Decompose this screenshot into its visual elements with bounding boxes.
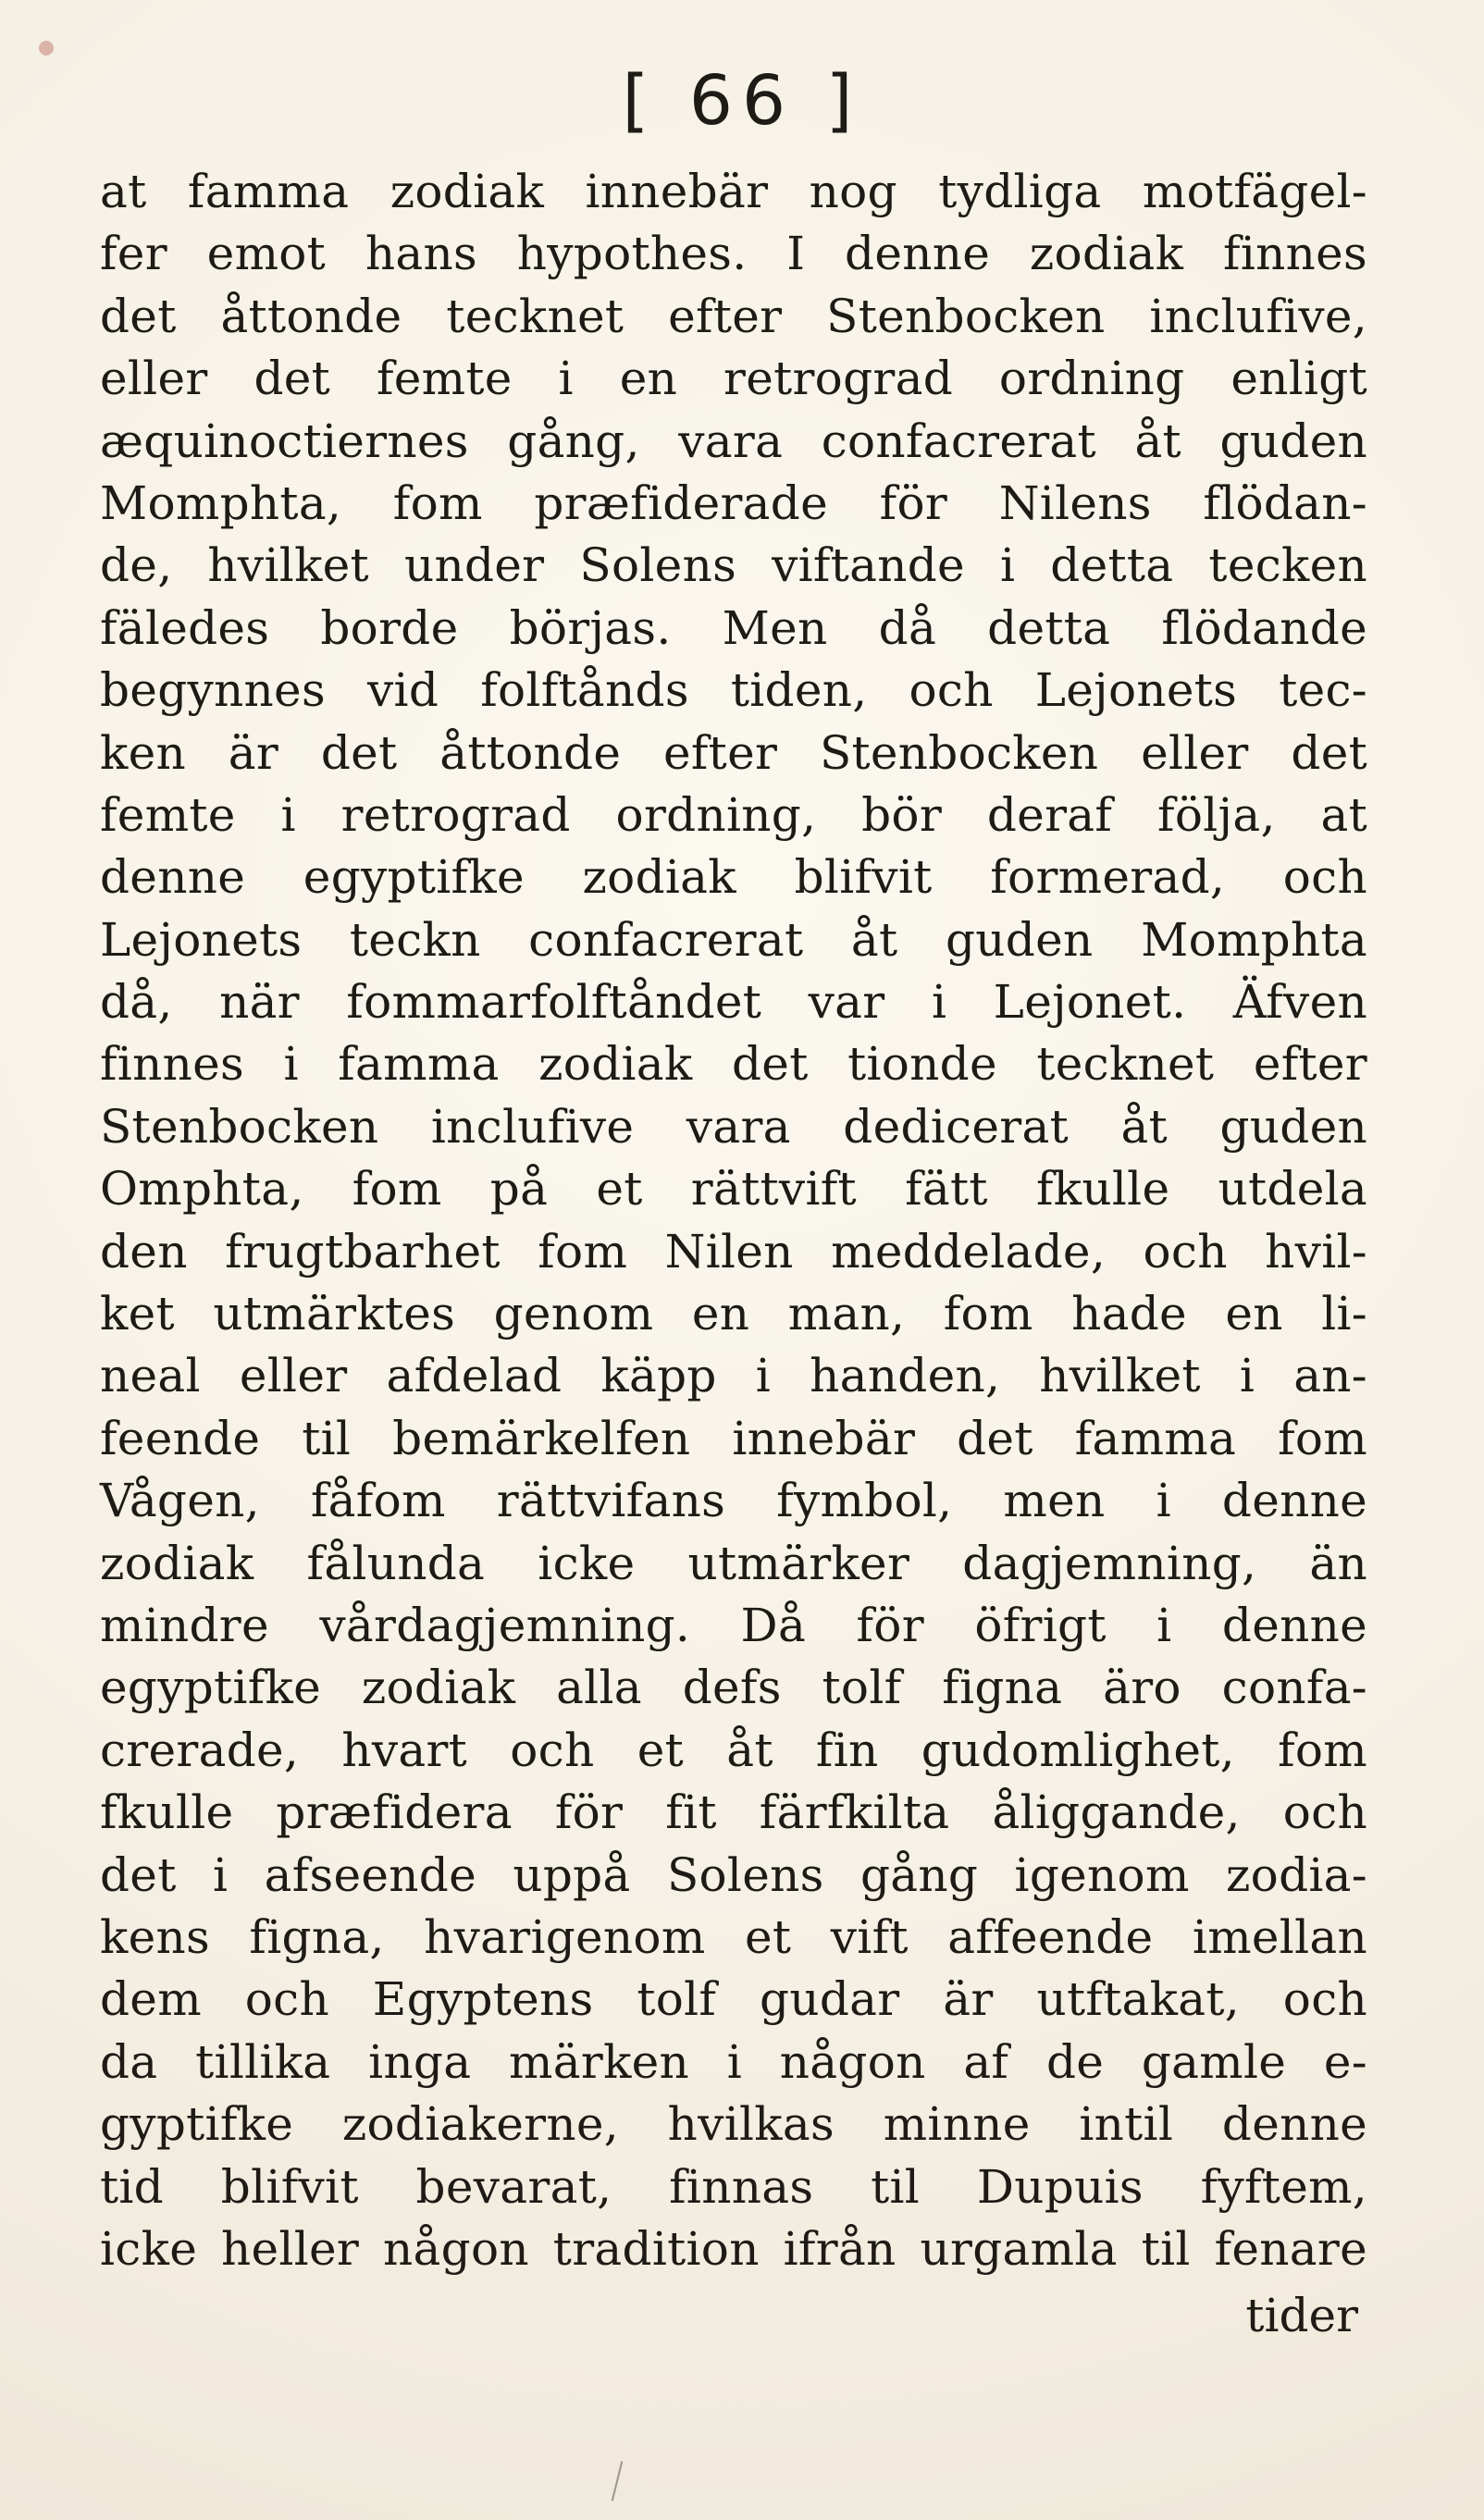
text-line: gyptifke zodiakerne, hvilkas minne intil denne <box>100 2097 1367 2152</box>
text-line: egyptifke zodiak alla defs tolf figna äro confa- <box>100 1661 1367 1715</box>
text-line: då, när fommarfolftåndet var i Lejonet. Äfven <box>100 975 1367 1030</box>
text-line: den frugtbarhet fom Nilen meddelade, och hvil- <box>100 1224 1367 1279</box>
text-line: feende til bemärkelfen innebär det famma fom <box>100 1411 1367 1465</box>
text-line: dem och Egyptens tolf gudar är utftakat, och <box>100 1972 1367 2027</box>
text-line: Stenbocken inclufive vara dedicerat åt guden <box>100 1099 1367 1154</box>
stray-ink-mark <box>612 2461 624 2501</box>
text-line: de, hvilket under Solens viftande i detta tecken <box>100 538 1367 593</box>
text-line: det åttonde tecknet efter Stenbocken inclufive, <box>100 289 1367 343</box>
text-line: ket utmärktes genom en man, fom hade en li- <box>100 1287 1367 1341</box>
text-line: tid blifvit bevarat, finnas til Dupuis fyftem, <box>100 2159 1367 2214</box>
text-line: ken är det åttonde efter Stenbocken eller det <box>100 725 1367 780</box>
text-line: æquinoctiernes gång, vara confacrerat åt guden <box>100 414 1367 468</box>
text-line: denne egyptifke zodiak blifvit formerad, och <box>100 850 1367 905</box>
text-line: crerade, hvart och et åt fin gudomlighet, fom <box>100 1723 1367 1777</box>
text-line: mindre vårdagjemning. Då för öfrigt i denne <box>100 1598 1367 1652</box>
text-line: icke heller någon tradition ifrån urgamla til fenare <box>100 2221 1367 2276</box>
text-line: at famma zodiak innebär nog tydliga motfägel- <box>100 165 1367 218</box>
text-line: Vågen, fåfom rättvifans fymbol, men i denne <box>100 1474 1367 1528</box>
text-line: Momphta, fom præfiderade för Nilens flödan- <box>100 476 1367 530</box>
text-line: femte i retrograd ordning, bör deraf följa, at <box>100 787 1367 842</box>
catchword: tider <box>1245 2289 1358 2342</box>
ink-stain <box>39 41 54 56</box>
text-line: fkulle præfidera för fit färfkilta åliggande, och <box>100 1785 1367 1840</box>
text-line: Omphta, fom på et rättvift fätt fkulle utdela <box>100 1162 1367 1217</box>
text-line: begynnes vid folftånds tiden, och Lejonets tec- <box>100 663 1367 718</box>
text-line: neal eller afdelad käpp i handen, hvilket i an- <box>100 1349 1367 1403</box>
page-number: [ 66 ] <box>622 61 862 141</box>
text-line: finnes i famma zodiak det tionde tecknet efter <box>100 1037 1367 1092</box>
text-line: kens figna, hvarigenom et vift affeende imellan <box>100 1909 1367 1964</box>
body-text <box>100 161 1367 2280</box>
text-line: Lejonets teckn confacrerat åt guden Momphta <box>100 912 1367 967</box>
text-line: eller det femte i en retrograd ordning enligt <box>100 352 1367 406</box>
text-line: zodiak fålunda icke utmärker dagjemning, än <box>100 1536 1367 1590</box>
text-line: det i afseende uppå Solens gång igenom zodia- <box>100 1847 1367 1902</box>
text-line: fäledes borde börjas. Men då detta flödande <box>100 600 1367 655</box>
text-line: fer emot hans hypothes. I denne zodiak finnes <box>100 227 1367 281</box>
text-line: da tillika inga märken i någon af de gamle e- <box>100 2034 1367 2089</box>
